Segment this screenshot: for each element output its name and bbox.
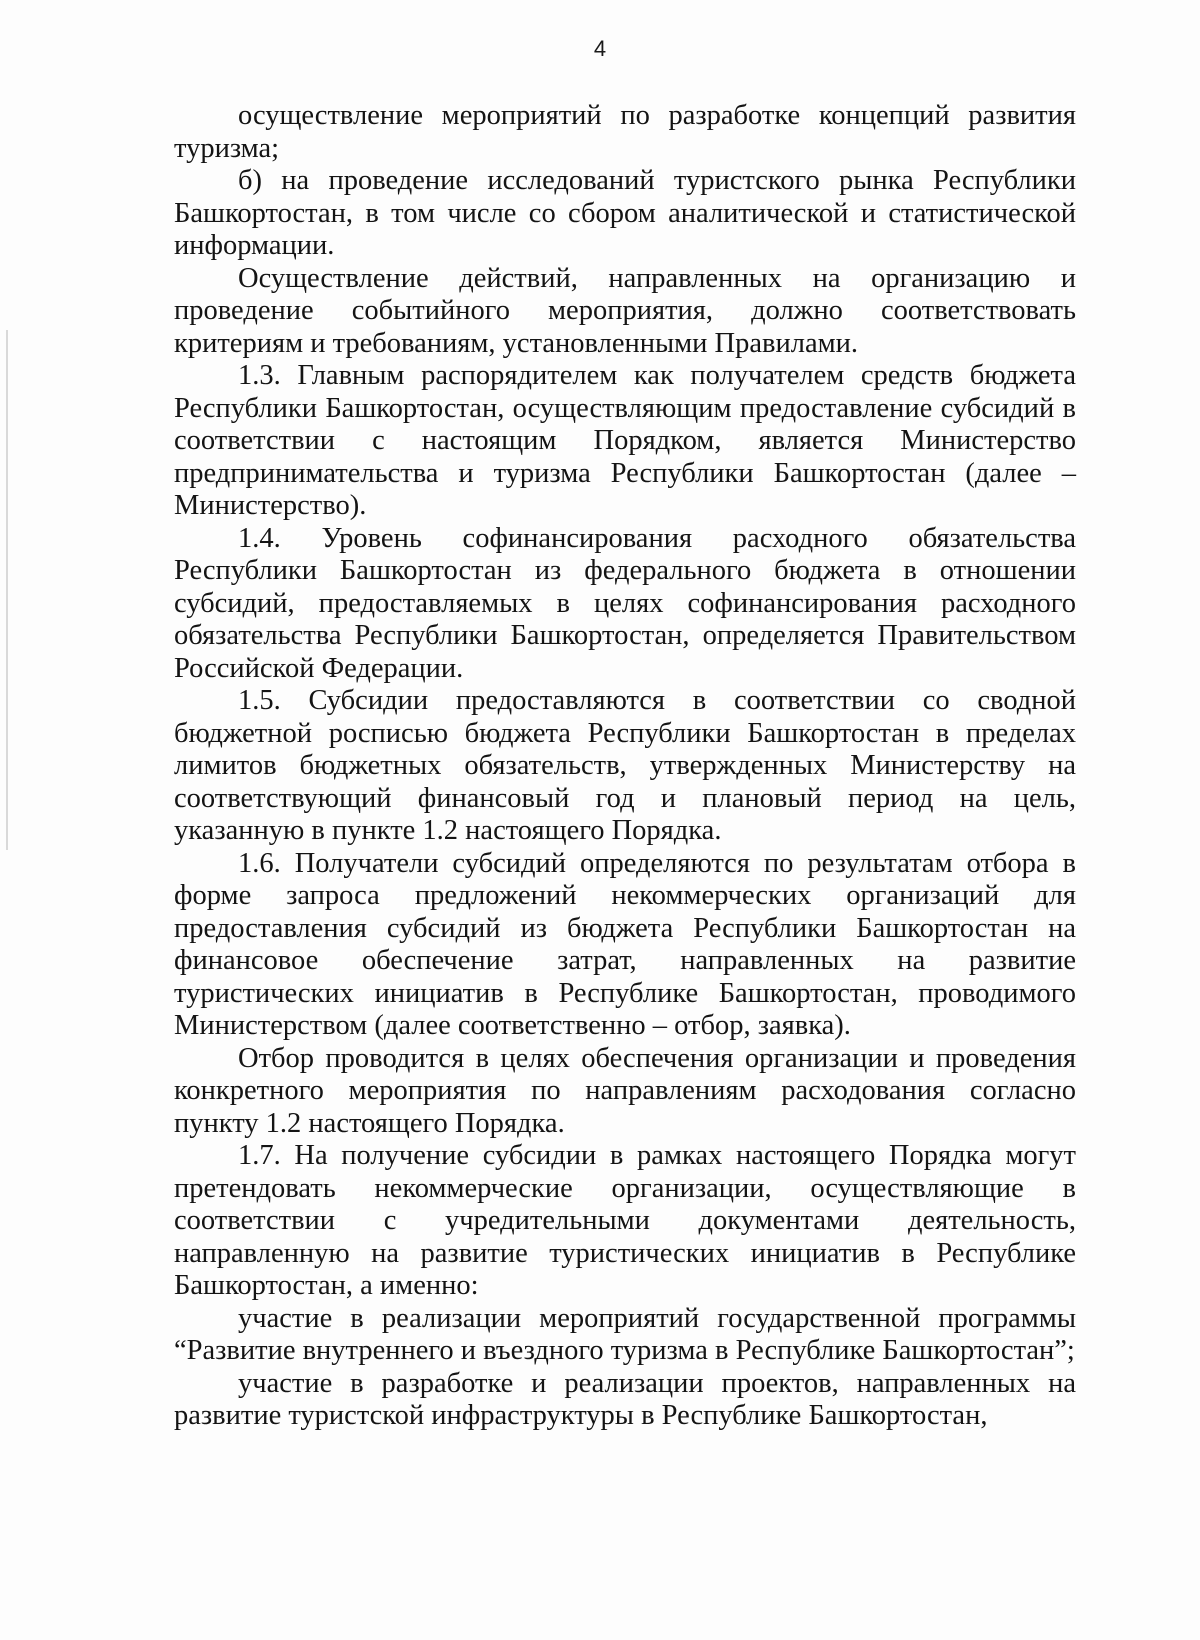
paragraph-market-research: б) на проведение исследований туристского рынка Республики Башкортостан, в том числе со сбором аналитической и статистической информации. [174, 165, 1076, 261]
paragraph-1-6: 1.6. Получатели субсидий определяются по результатам отбора в форме запроса предложений некоммерческих организаций для предоставления субсидий из бюджета Республики Башкортостан на финансовое обеспечение затрат, направленных на развитие туристических инициатив в Республике Башкортостан, проводимого Министерством (далее соответственно – отбор, заявка). [174, 847, 1076, 1041]
scan-edge-mark [6, 330, 8, 850]
paragraph-1-4: 1.4. Уровень софинансирования расходного обязательства Республики Башкортостан из федерального бюджета в отношении субсидий, предоставляемых в целях софинансирования расходного обязательства Республики Башкортостан, определяется Правительством Российской Федерации. [174, 522, 1076, 684]
paragraph-tourism-concepts: осуществление мероприятий по разработке концепций развития туризма; [174, 100, 1076, 164]
paragraph-state-program: участие в реализации мероприятий государственной программы “Развитие внутреннего и въездного туризма в Республике Башкортостан”; [174, 1302, 1076, 1366]
paragraph-1-7: 1.7. На получение субсидии в рамках настоящего Порядка могут претендовать некоммерческие организации, осуществляющие в соответствии с учредительными документами деятельность, направленную на развитие туристических инициатив в Республике Башкортостан, а именно: [174, 1140, 1076, 1301]
paragraph-selection-purpose: Отбор проводится в целях обеспечения организации и проведения конкретного мероприятия по направлениям расходования согласно пункту 1.2 настоящего Порядка. [174, 1042, 1076, 1139]
document-body [174, 100, 1076, 1433]
paragraph-event-requirements: Осуществление действий, направленных на организацию и проведение событийного мероприятия, должно соответствовать критериям и требованиям, установленными Правилами. [174, 262, 1076, 359]
paragraph-1-3: 1.3. Главным распорядителем как получателем средств бюджета Республики Башкортостан, осуществляющим предоставление субсидий в соответствии с настоящим Порядком, является Министерство предпринимательства и туризма Республики Башкортостан (далее – Министерство). [174, 360, 1076, 521]
paragraph-1-5: 1.5. Субсидии предоставляются в соответствии со сводной бюджетной росписью бюджета Республики Башкортостан в пределах лимитов бюджетных обязательств, утвержденных Министерству на соответствующий финансовый год и плановый период на цель, указанную в пункте 1.2 настоящего Порядка. [174, 685, 1076, 846]
page-number: 4 [593, 36, 607, 61]
paragraph-infrastructure-projects: участие в разработке и реализации проектов, направленных на развитие туристской инфраструктуры в Республике Башкортостан, [174, 1367, 1076, 1431]
